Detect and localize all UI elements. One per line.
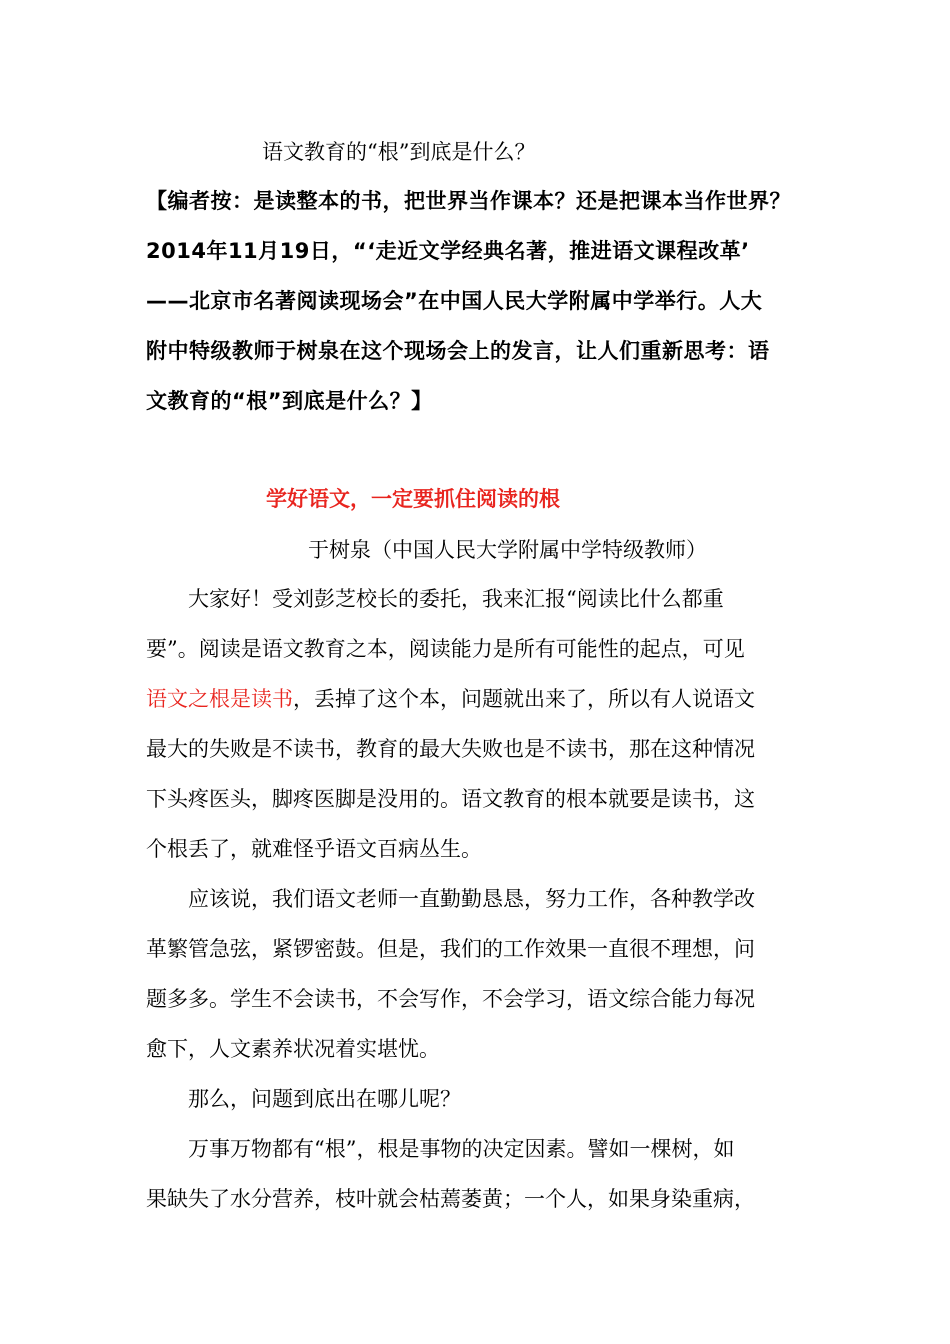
paragraph-line: 下头疼医头，脚疼医脚是没用的。语文教育的根本就要是读书，这 (146, 787, 755, 811)
paragraph-line: 题多多。学生不会读书，不会写作，不会学习，语文综合能力每况 (146, 987, 755, 1011)
paragraph-line: 个根丢了，就难怪乎语文百病丛生。 (146, 837, 482, 861)
paragraph-line: 要”。阅读是语文教育之本，阅读能力是所有可能性的起点，可见 (146, 637, 745, 661)
editor-note-line: 【编者按：是读整本的书，把世界当作课本？还是把课本当作世界？ (146, 189, 791, 213)
paragraph-line: 革繁管急弦，紧锣密鼓。但是，我们的工作效果一直很不理想，问 (146, 937, 755, 961)
paragraph-line (146, 684, 755, 714)
editor-note-line: ——北京市名著阅读现场会”在中国人民大学附属中学举行。人大 (146, 289, 763, 313)
highlighted-phrase: 语文之根是读书 (146, 687, 293, 711)
editor-note-line: 附中特级教师于树泉在这个现场会上的发言，让人们重新思考：语 (146, 339, 770, 363)
paragraph-3: 那么，问题到底出在哪儿呢？ (188, 1087, 461, 1111)
author-byline: 于树泉（中国人民大学附属中学特级教师） (308, 538, 707, 562)
paragraph-line: 最大的失败是不读书，教育的最大失败也是不读书，那在这种情况 (146, 737, 755, 761)
paragraph-line: 果缺失了水分营养，枝叶就会枯蔫萎黄；一个人，如果身染重病， (146, 1187, 755, 1211)
document-title: 语文教育的“根”到底是什么？ (262, 140, 536, 164)
paragraph-line: 万事万物都有“根”，根是事物的决定因素。譬如一棵树，如 (188, 1137, 735, 1161)
paragraph-line: 大家好！受刘彭芝校长的委托，我来汇报“阅读比什么都重 (188, 587, 724, 611)
paragraph-line: 应该说，我们语文老师一直勤勤恳恳，努力工作，各种教学改 (188, 887, 755, 911)
editor-note-line: 文教育的“根”到底是什么？】 (146, 389, 433, 413)
editor-note-line: 2014年11月19日，“‘走近文学经典名著，推进语文课程改革’ (146, 239, 750, 263)
paragraph-line: 愈下，人文素养状况着实堪忧。 (146, 1037, 440, 1061)
article-title: 学好语文，一定要抓住阅读的根 (266, 486, 560, 511)
paragraph-line-text: ，丢掉了这个本，问题就出来了，所以有人说语文 (293, 687, 755, 711)
